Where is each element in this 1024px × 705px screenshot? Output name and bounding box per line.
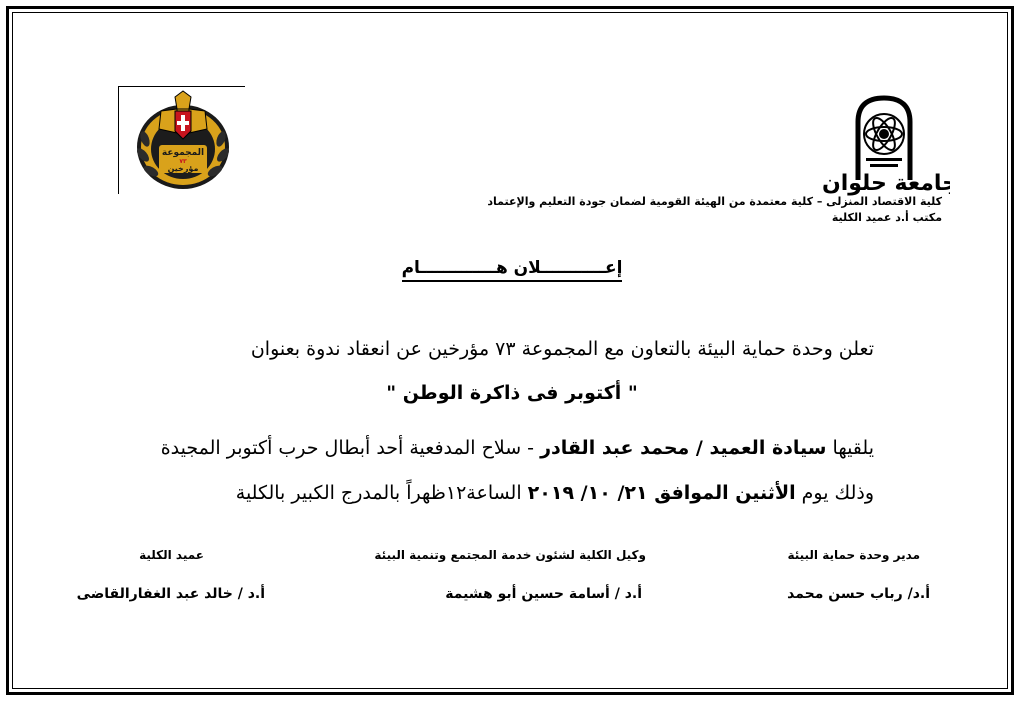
signature-name-env-unit: أ.د/ رباب حسن محمد xyxy=(787,586,930,602)
speaker-prefix: يلقيها xyxy=(826,437,874,459)
date-prefix: وذلك يوم xyxy=(795,482,874,504)
signature-title-env-unit: مدير وحدة حماية البيئة xyxy=(787,548,920,562)
body-line-4 xyxy=(236,482,874,504)
svg-text:المجموعة: المجموعة xyxy=(161,148,205,158)
announcement-title-text: إعـــــــــــلان هـــــــــــــام xyxy=(402,258,623,282)
body-line-3 xyxy=(161,437,874,459)
seminar-title: " أكتوبر فى ذاكرة الوطن " xyxy=(386,382,638,404)
svg-text:٧٣: ٧٣ xyxy=(179,158,187,165)
signature-title-dean: عميد الكلية xyxy=(139,548,204,562)
speaker-description: - سلاح المدفعية أحد أبطال حرب أكتوبر المجيدة xyxy=(160,437,541,459)
body-line-1: تعلن وحدة حماية البيئة بالتعاون مع المجموعة ٧٣ مؤرخين عن انعقاد ندوة بعنوان xyxy=(250,338,874,360)
dean-office-line: مكتب أ.د عميد الكلية xyxy=(831,211,942,224)
svg-text:جامعة حلوان: جامعة حلوان xyxy=(821,171,950,196)
speaker-name: سيادة العميد / محمد عبد القادر xyxy=(540,437,827,459)
time-location: الساعة١٢ظهراً بالمدرج الكبير بالكلية xyxy=(235,482,528,504)
svg-text:مؤرخين: مؤرخين xyxy=(167,164,199,173)
signature-name-dean: أ.د / خالد عبد الغفارالقاضى xyxy=(76,586,265,602)
group73-emblem xyxy=(118,86,245,194)
faculty-accreditation-line: كلية الاقتصاد المنزلى – كلية معتمدة من الهيئة القومية لضمان جودة التعليم والإعتماد xyxy=(487,195,942,208)
event-date: الأثنين الموافق ٢١/ ١٠/ ٢٠١٩ xyxy=(527,482,796,504)
university-logo-icon xyxy=(820,92,950,196)
announcement-title xyxy=(0,258,1024,278)
eagle-emblem-icon xyxy=(131,89,235,193)
signature-name-vice-dean: أ.د / أسامة حسين أبو هشيمة xyxy=(445,586,642,602)
helwan-university-logo xyxy=(820,92,950,196)
signature-title-vice-dean: وكيل الكلية لشئون خدمة المجتمع وتنمية البيئة xyxy=(374,548,646,562)
